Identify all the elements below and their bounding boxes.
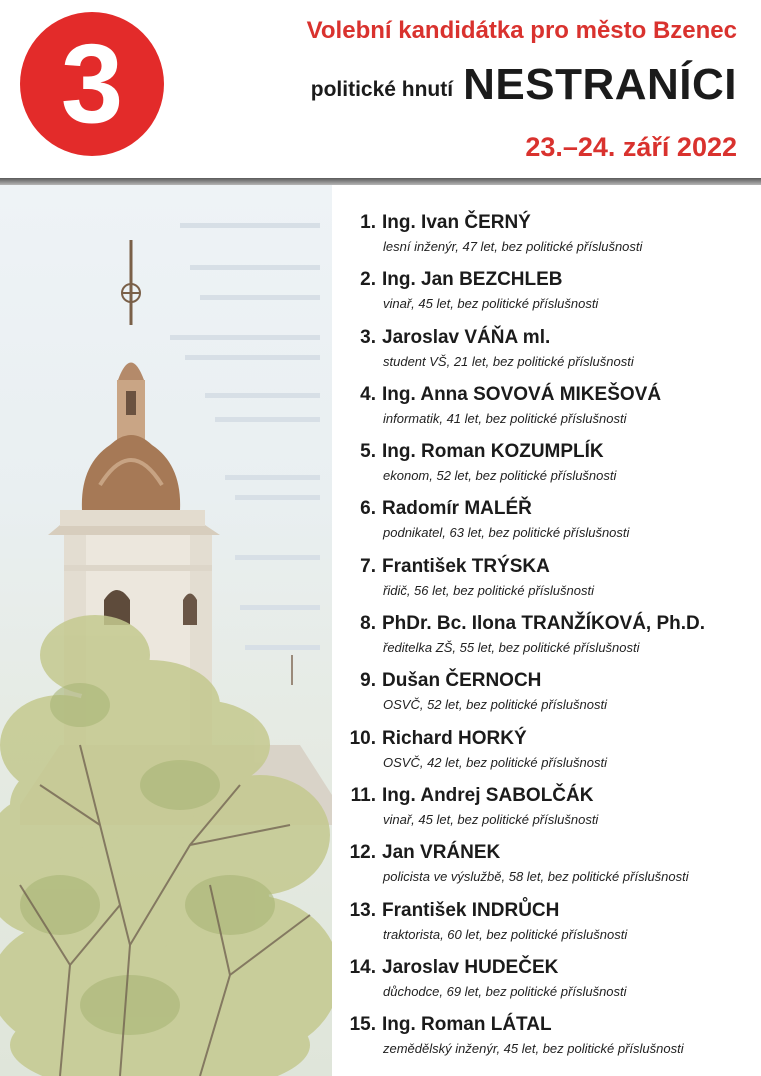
candidate-description: důchodce, 69 let, bez politické příslušnosti [383,983,627,999]
candidate-number: 6. [360,498,376,520]
candidate-name: Jaroslav HUDEČEK [382,956,559,978]
candidate-name: Ing. Andrej SABOLČÁK [382,784,594,806]
candidate-name: PhDr. Bc. Ilona TRANŽÍKOVÁ, Ph.D. [382,613,706,635]
candidate-name: Radomír MALÉŘ [382,498,532,520]
candidate-number: 10. [349,727,376,749]
candidate-number: 5. [360,441,376,463]
candidate-description: vinař, 45 let, bez politické příslušnosti [383,811,599,827]
candidate-name: František INDRŮCH [382,899,560,921]
candidate-item [340,375,758,432]
candidate-name: Jan VRÁNEK [382,842,501,864]
candidate-item [340,432,758,489]
candidate-name: Ing. Ivan ČERNÝ [382,212,531,233]
candidate-number: 12. [349,842,376,864]
candidate-description: OSVČ, 52 let, bez politické příslušnosti [383,697,607,713]
church-tower-illustration [0,185,332,1076]
divider-band [0,178,761,185]
candidate-item [340,547,758,604]
party-line [311,60,737,110]
header [0,0,761,178]
candidate-name: Richard HORKÝ [382,727,527,749]
candidate-item [340,833,758,890]
candidate-name: Ing. Roman LÁTAL [382,1014,552,1036]
candidate-item [340,318,758,375]
candidate-name: František TRÝSKA [382,555,550,577]
list-number-badge: 3 [20,12,164,156]
candidate-number: 14. [349,956,376,978]
candidate-description: policista ve výslužbě, 58 let, bez politické příslušnosti [383,869,689,885]
candidate-number: 13. [349,899,376,921]
candidate-name: Ing. Anna SOVOVÁ MIKEŠOVÁ [382,383,662,405]
candidate-number: 1. [360,212,376,233]
candidate-item [340,661,758,718]
candidate-description: podnikatel, 63 let, bez politické příslušnosti [383,525,630,541]
party-prefix: politické hnutí [310,78,454,101]
candidate-number: 3. [360,326,376,348]
candidate-description: informatik, 41 let, bez politické příslušnosti [383,410,627,426]
candidate-description: vinař, 45 let, bez politické příslušnosti [383,296,599,312]
candidate-number: 2. [360,269,376,291]
candidate-description: OSVČ, 42 let, bez politické příslušnosti [383,754,607,770]
candidate-item [340,260,758,317]
candidate-item [340,948,758,1005]
candidate-name: Jaroslav VÁŇA ml. [382,326,551,348]
candidate-number: 7. [360,555,376,577]
page-title: Volební kandidátka pro město Bzenec [306,17,737,44]
candidate-description: student VŠ, 21 let, bez politické příslušnosti [383,353,634,369]
candidate-description: lesní inženýr, 47 let, bez politické příslušnosti [383,239,643,254]
church-tower-photo [0,185,332,1076]
candidate-description: řidič, 56 let, bez politické příslušnosti [383,582,594,598]
candidate-name: Dušan ČERNOCH [382,670,542,692]
candidate-description: ředitelka ZŠ, 55 let, bez politické příslušnosti [383,640,640,656]
candidate-description: zemědělský inženýr, 45 let, bez politické příslušnosti [383,1041,684,1057]
candidate-item [340,489,758,546]
candidate-number: 9. [360,670,376,692]
candidate-list [340,203,758,1062]
candidate-number: 11. [350,784,376,806]
candidate-description: ekonom, 52 let, bez politické příslušnosti [383,468,617,484]
candidate-item [340,604,758,661]
candidate-number: 4. [360,383,376,405]
candidate-number: 15. [349,1014,376,1036]
candidate-item [340,891,758,948]
candidate-item [340,719,758,776]
candidate-name: Ing. Roman KOZUMPLÍK [382,441,604,463]
party-name: NESTRANÍCI [463,60,737,109]
candidate-number: 8. [360,613,376,635]
candidate-name: Ing. Jan BEZCHLEB [382,269,563,291]
candidate-item [340,776,758,833]
candidate-item [340,203,758,260]
election-date: 23.–24. září 2022 [525,132,737,162]
candidate-item [340,1005,758,1062]
candidate-description: traktorista, 60 let, bez politické příslušnosti [383,926,628,942]
